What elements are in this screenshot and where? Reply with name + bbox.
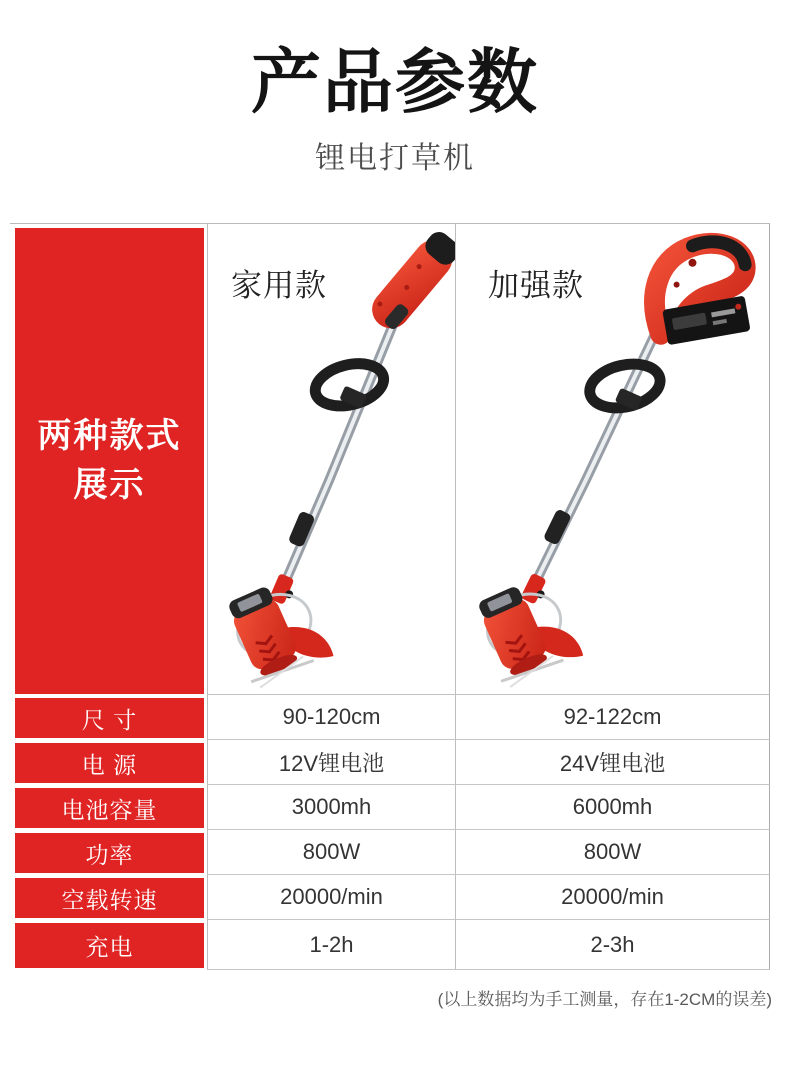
spec-value-power-source-enhanced: 24V锂电池: [455, 740, 770, 785]
spec-value-charging-time-enhanced: 2-3h: [455, 920, 770, 970]
spec-value-size-enhanced: 92-122cm: [455, 695, 770, 740]
spec-row-label-cell: [10, 695, 207, 740]
spec-label-size: 尺 寸: [15, 698, 204, 738]
spec-row-label-cell: [10, 920, 207, 970]
spec-value-battery-capacity-enhanced: 6000mh: [455, 785, 770, 830]
spec-row-label-cell: [10, 785, 207, 830]
product-cell-enhanced: [455, 224, 770, 695]
spec-label-no-load-speed: 空载转速: [15, 878, 204, 918]
spec-value-power-source-home: 12V锂电池: [207, 740, 455, 785]
spec-table: [10, 223, 770, 970]
column-header-home: 家用款: [231, 268, 327, 303]
side-label: [15, 228, 204, 694]
column-header-enhanced: 加强款: [488, 268, 584, 303]
page-title: 产品参数: [251, 43, 539, 121]
spec-label-charging-time: 充电: [15, 923, 204, 968]
spec-value-wattage-home: 800W: [207, 830, 455, 875]
spec-value-charging-time-home: 1-2h: [207, 920, 455, 970]
side-label-line1: 两种款式: [37, 416, 182, 455]
spec-label-wattage: 功率: [15, 833, 204, 873]
spec-label-power-source: 电 源: [15, 743, 204, 783]
page-subtitle: 锂电打草机: [315, 142, 475, 175]
spec-value-no-load-speed-enhanced: 20000/min: [455, 875, 770, 920]
spec-value-wattage-enhanced: 800W: [455, 830, 770, 875]
page-header: [0, 0, 790, 177]
spec-row-label-cell: [10, 875, 207, 920]
spec-row-label-cell: [10, 830, 207, 875]
side-label-line2: 展示: [73, 466, 146, 504]
spec-row-label-cell: [10, 740, 207, 785]
side-label-cell: [10, 224, 207, 695]
spec-value-size-home: 90-120cm: [207, 695, 455, 740]
measurement-disclaimer: (以上数据均为手工测量，存在1-2CM的误差): [437, 990, 772, 1009]
spec-value-battery-capacity-home: 3000mh: [207, 785, 455, 830]
spec-value-no-load-speed-home: 20000/min: [207, 875, 455, 920]
spec-label-battery-capacity: 电池容量: [15, 788, 204, 828]
product-cell-home: [207, 224, 455, 695]
